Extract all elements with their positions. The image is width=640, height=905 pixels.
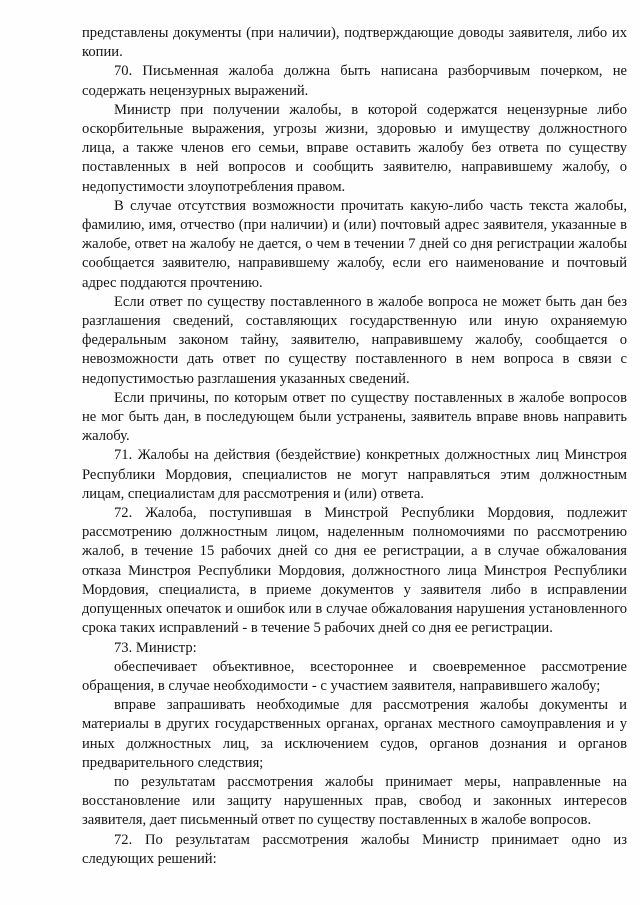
paragraph-resubmission: Если причины, по которым ответ по существу поставленных в жалобе вопросов не мог быть дан, в последующем были устранены, заявитель вправе вновь направить жалобу. xyxy=(82,389,627,445)
paragraph-73-item-1: обеспечивает объективное, всестороннее и своевременное рассмотрение обращения, в случае необходимости - с участием заявителя, направившего жалобу; xyxy=(82,658,627,694)
paragraph-secret-info: Если ответ по существу поставленного в жалобе вопроса не может быть дан без разглашения сведений, составляющих государственную или иную охраняемую федеральным законом тайну, заявителю, направившему жалобу, сообщается о невозможности дать ответ по существу поставленного в нем вопроса в связи с недопустимостью разглашения указанных сведений. xyxy=(82,293,627,387)
paragraph-73-item-2: вправе запрашивать необходимые для рассмотрения жалобы документы и материалы в других государственных органах, органах местного самоуправления и у иных должностных лиц, за исключением судов, органов дознания и органов предварительного следствия; xyxy=(82,697,627,771)
paragraph-70: 70. Письменная жалоба должна быть написана разборчивым почерком, не содержать нецензурных выражений. xyxy=(82,63,627,99)
document-body xyxy=(82,24,627,869)
paragraph-73-item-3: по результатам рассмотрения жалобы принимает меры, направленные на восстановление или защиту нарушенных прав, свобод и законных интересов заявителя, дает письменный ответ по существу поставленных в жалобе вопросов. xyxy=(82,773,627,829)
paragraph-73-heading: 73. Министр: xyxy=(114,639,197,656)
paragraph-obscene-complaint: Министр при получении жалобы, в которой содержатся нецензурные либо оскорбительные выражения, угрозы жизни, здоровью и имуществу должностного лица, а также членов его семьи, вправе оставить жалобу без ответа по существу поставленных в ней вопросов и сообщить заявителю, направившему жалобу, о недопустимости злоупотребления правом. xyxy=(82,101,627,195)
paragraph-72: 72. Жалоба, поступившая в Минстрой Республики Мордовия, подлежит рассмотрению должностным лицом, наделенным полномочиями по рассмотрению жалоб, в течение 15 рабочих дней со дня ее регистрации, а в случае обжалования отказа Минстроя Республики Мордовия, должностного лица Минстроя Республики Мордовия, специалиста, в приеме документов у заявителя либо в исправлении допущенных опечаток и ошибок или в случае обжалования нарушения установленного срока таких исправлений - в течение 5 рабочих дней со дня ее регистрации. xyxy=(82,505,627,637)
paragraph-72-decisions: 72. По результатам рассмотрения жалобы Министр принимает одно из следующих решений: xyxy=(82,831,627,867)
paragraph-continuation: представлены документы (при наличии), подтверждающие доводы заявителя, либо их копии. xyxy=(82,25,627,61)
paragraph-71: 71. Жалобы на действия (бездействие) конкретных должностных лиц Минстроя Республики Мордовия, специалистов не могут направляться этим должностным лицам, специалистам для рассмотрения и (или) ответа. xyxy=(82,447,627,502)
paragraph-unreadable-complaint: В случае отсутствия возможности прочитать какую-либо часть текста жалобы, фамилию, имя, отчество (при наличии) и (или) почтовый адрес заявителя, указанные в жалобе, ответ на жалобу не дается, о чем в течении 7 дней со дня регистрации жалобы сообщается заявителю, направившему жалобу, если его наименование и почтовый адрес поддаются прочтению. xyxy=(82,197,627,291)
